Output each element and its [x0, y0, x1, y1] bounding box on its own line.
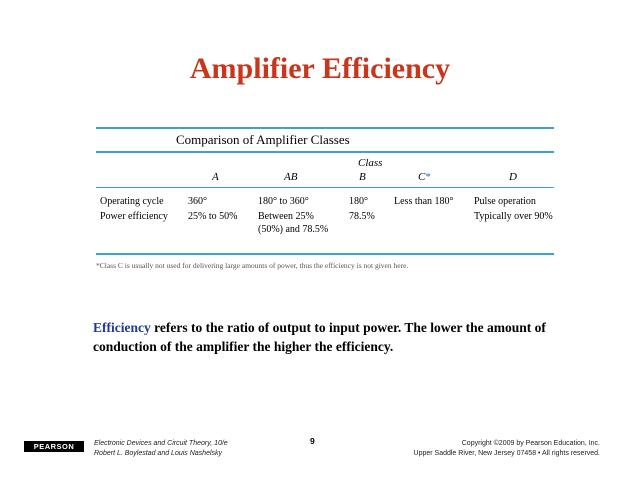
column-header-c: C* — [418, 171, 431, 183]
table-cell: Typically over 90% — [474, 211, 553, 222]
table-footnote: *Class C is usually not used for delivering large amounts of power, thus the efficiency is not given here. — [96, 261, 409, 270]
table-cell: 180° to 360° — [258, 196, 309, 207]
table-title: Comparison of Amplifier Classes — [176, 132, 350, 147]
slide-title: Amplifier Efficiency — [189, 52, 451, 85]
column-header-ab: AB — [284, 171, 298, 183]
table-cell: 25% to 50% — [188, 211, 238, 222]
book-credit: Electronic Devices and Circuit Theory, 10/e Robert L. Boylestad and Louis Nashelsky — [94, 440, 228, 457]
column-header-d: D — [509, 171, 517, 183]
table-cell: 78.5% — [349, 211, 375, 222]
table-rule-top — [96, 127, 554, 129]
table-rule-header — [96, 187, 554, 188]
pearson-logo: PEARSON — [24, 441, 84, 452]
class-header: Class — [358, 157, 383, 169]
row-label-operating-cycle: Operating cycle — [100, 196, 164, 207]
table-cell: Less than 180° — [394, 196, 454, 207]
table-rule-mid — [96, 151, 554, 153]
footnote-marker: * — [425, 171, 431, 183]
column-header-a: A — [212, 171, 219, 183]
copyright: Copyright ©2009 by Pearson Education, Inc. Upper Saddle River, New Jersey 07458 • All rights reserved. — [413, 440, 600, 457]
efficiency-keyword: Efficiency — [93, 320, 151, 335]
table-cell: Pulse operation — [474, 196, 536, 207]
page-number: 9 — [310, 436, 315, 446]
efficiency-definition: Efficiency refers to the ratio of output to input power. The lower the amount of conduction of the amplifier the higher the efficiency. — [93, 320, 546, 354]
column-header-b: B — [359, 171, 366, 183]
table-rule-bottom — [96, 253, 554, 255]
row-label-power-efficiency: Power efficiency — [100, 211, 168, 222]
table-cell: 180° — [349, 196, 368, 207]
table-cell: 360° — [188, 196, 207, 207]
table-cell: Between 25% (50%) and 78.5% — [258, 211, 329, 235]
